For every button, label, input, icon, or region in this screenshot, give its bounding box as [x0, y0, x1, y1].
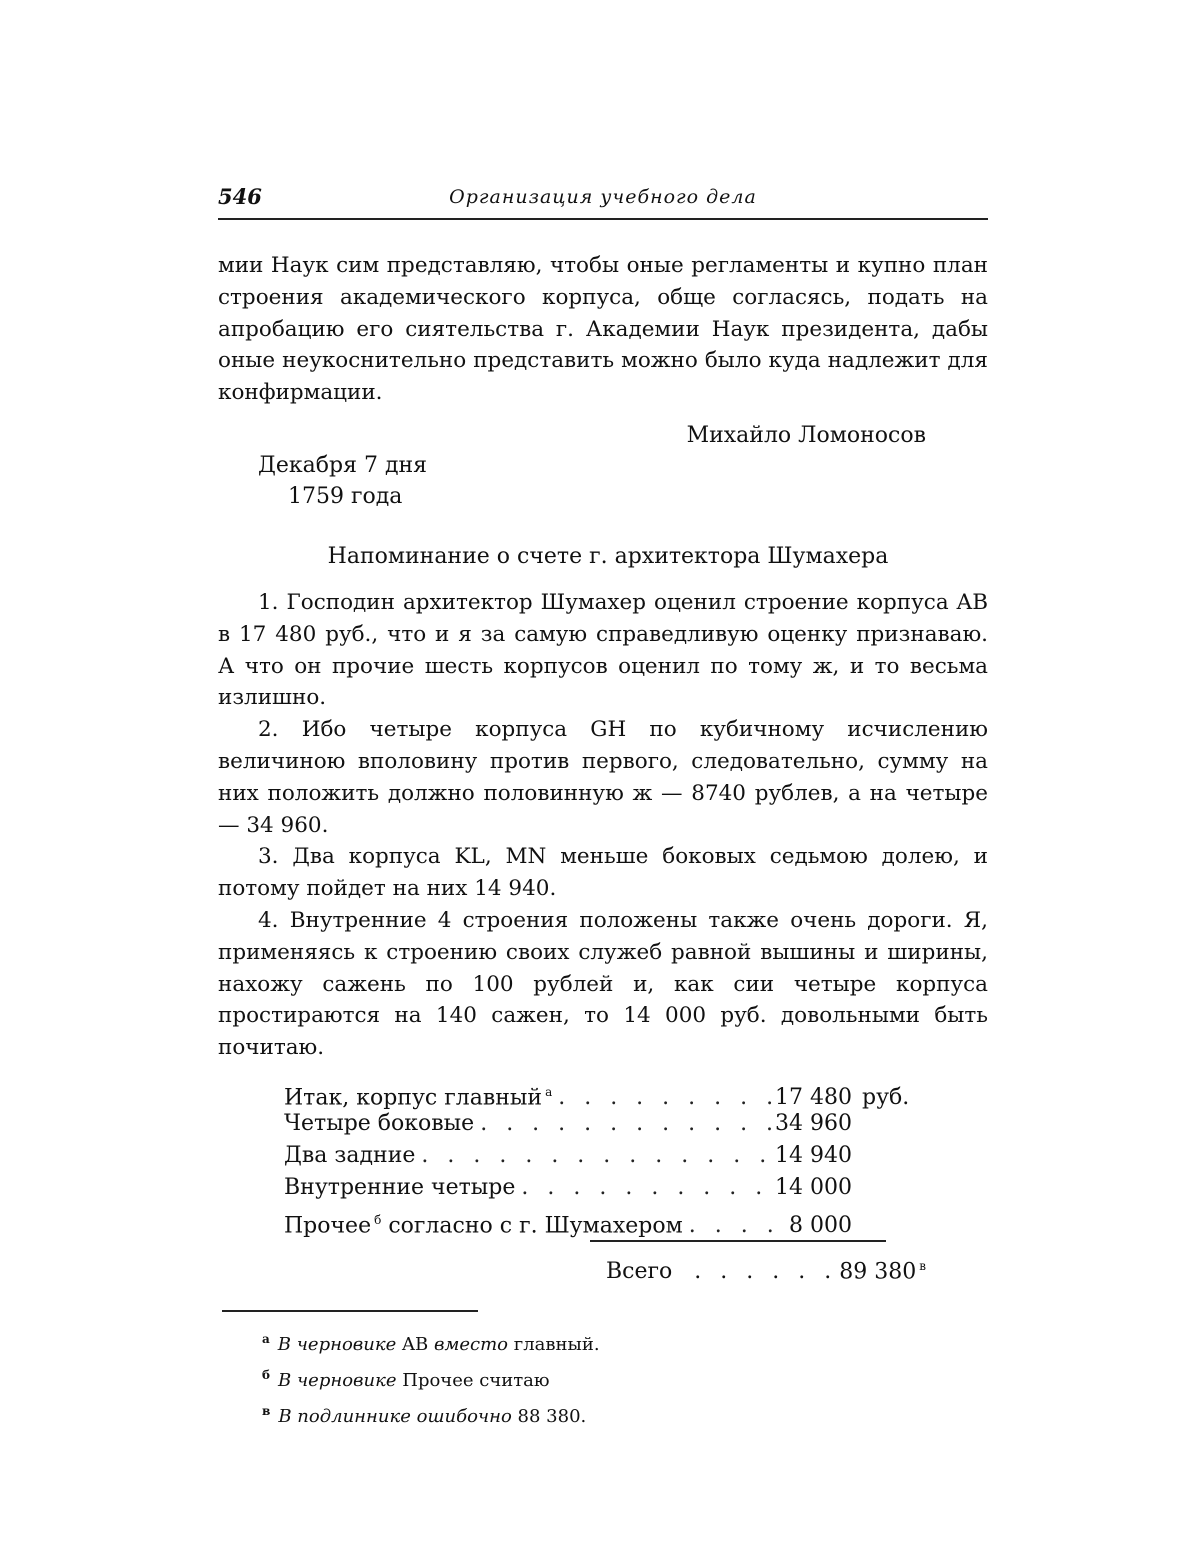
footnote-ref: а: [545, 1084, 553, 1099]
calc-value: 17 480: [775, 1085, 852, 1111]
page-number: 546: [218, 184, 262, 209]
section-title: Напоминание о счете г. архитектора Шумахера: [327, 543, 889, 569]
calc-label: Внутренние четыре: [284, 1174, 516, 1200]
calc-row-other: [284, 1204, 924, 1239]
total-label: Всего: [606, 1259, 673, 1285]
calc-row-rear: [284, 1140, 924, 1172]
paragraph-continued: мии Наук сим представляю, чтобы оные регламенты и купно план строения академического корпуса, обще согласясь, подать на апробацию его сиятельства г. Академии Наук президента, дабы оные неукоснительно представить можно было куда надлежит для конфирмации.: [218, 253, 988, 406]
leader-dots: [683, 1210, 774, 1242]
document-page: [218, 178, 988, 1432]
calc-label: Итак, корпус главный $^а$: [284, 1084, 553, 1111]
leader-dots: [474, 1108, 774, 1140]
footnote: $^в$ В подлиннике ошибочно 88 380.: [262, 1403, 587, 1427]
footnote: $^б$ В черновике Прочее считаю: [262, 1367, 550, 1391]
date-line-2: 1759 года: [288, 483, 403, 509]
calc-label: Два задние: [284, 1142, 416, 1168]
footnote-marker: в: [262, 1403, 271, 1418]
footnote-ref: в: [919, 1258, 926, 1273]
item-1: 1. Господин архитектор Шумахер оценил строение корпуса AB в 17 480 руб., что и я за самую справедливую оценку признаваю. А что он прочие шесть корпусов оценил по тому ж, и то весьма излишно.: [218, 589, 988, 711]
calc-value: 14 000: [775, 1174, 852, 1200]
footnote-marker: а: [262, 1331, 270, 1346]
footnote: $^а$ В черновике AB вместо главный.: [262, 1331, 600, 1355]
footnote-rule: [222, 1310, 478, 1312]
item-2: 2. Ибо четыре корпуса GH по кубичному исчислению величиною вполовину против первого, следовательно, сумму на них положить должно половинную ж — 8740 рублев, а на четыре — 34 960.: [218, 717, 988, 838]
calculation-table: [284, 1076, 924, 1286]
total-value: 89 380 $^в$: [839, 1258, 926, 1285]
calc-total-row: [606, 1246, 926, 1286]
footnote-ref: б: [374, 1212, 382, 1227]
calc-value: 8 000: [789, 1213, 852, 1239]
running-title: Организация учебного дела: [449, 186, 757, 208]
running-header: [218, 178, 988, 220]
leader-dots: [415, 1140, 774, 1172]
footnotes: [262, 1324, 988, 1432]
calc-value: 34 960: [775, 1110, 852, 1136]
calc-row-main: [284, 1076, 924, 1111]
calc-value: 14 940: [775, 1142, 852, 1168]
item-3: 3. Два корпуса KL, MN меньше боковых седьмою долею, и потому пойдет на них 14 940.: [218, 844, 988, 902]
calc-row-side: [284, 1108, 924, 1140]
calc-row-inner: [284, 1172, 924, 1204]
date-line-1: Декабря 7 дня: [258, 452, 428, 478]
calc-label: Прочее $^б$ согласно с г. Шумахером: [284, 1212, 683, 1239]
item-4: 4. Внутренние 4 строения положены также очень дороги. Я, применяясь к строению своих служеб равной вышины и ширины, нахожу сажень по 100 рублей и, как сии четыре корпуса простираются на 140 сажен, то 14 000 руб. довольными быть почитаю.: [218, 907, 988, 1061]
calc-label: Четыре боковые: [284, 1110, 475, 1136]
signature: Михайло Ломоносов: [686, 422, 926, 448]
footnote-marker: б: [262, 1367, 271, 1382]
leader-dots: [672, 1252, 839, 1292]
leader-dots: [515, 1172, 774, 1204]
calc-unit: руб.: [862, 1085, 910, 1111]
